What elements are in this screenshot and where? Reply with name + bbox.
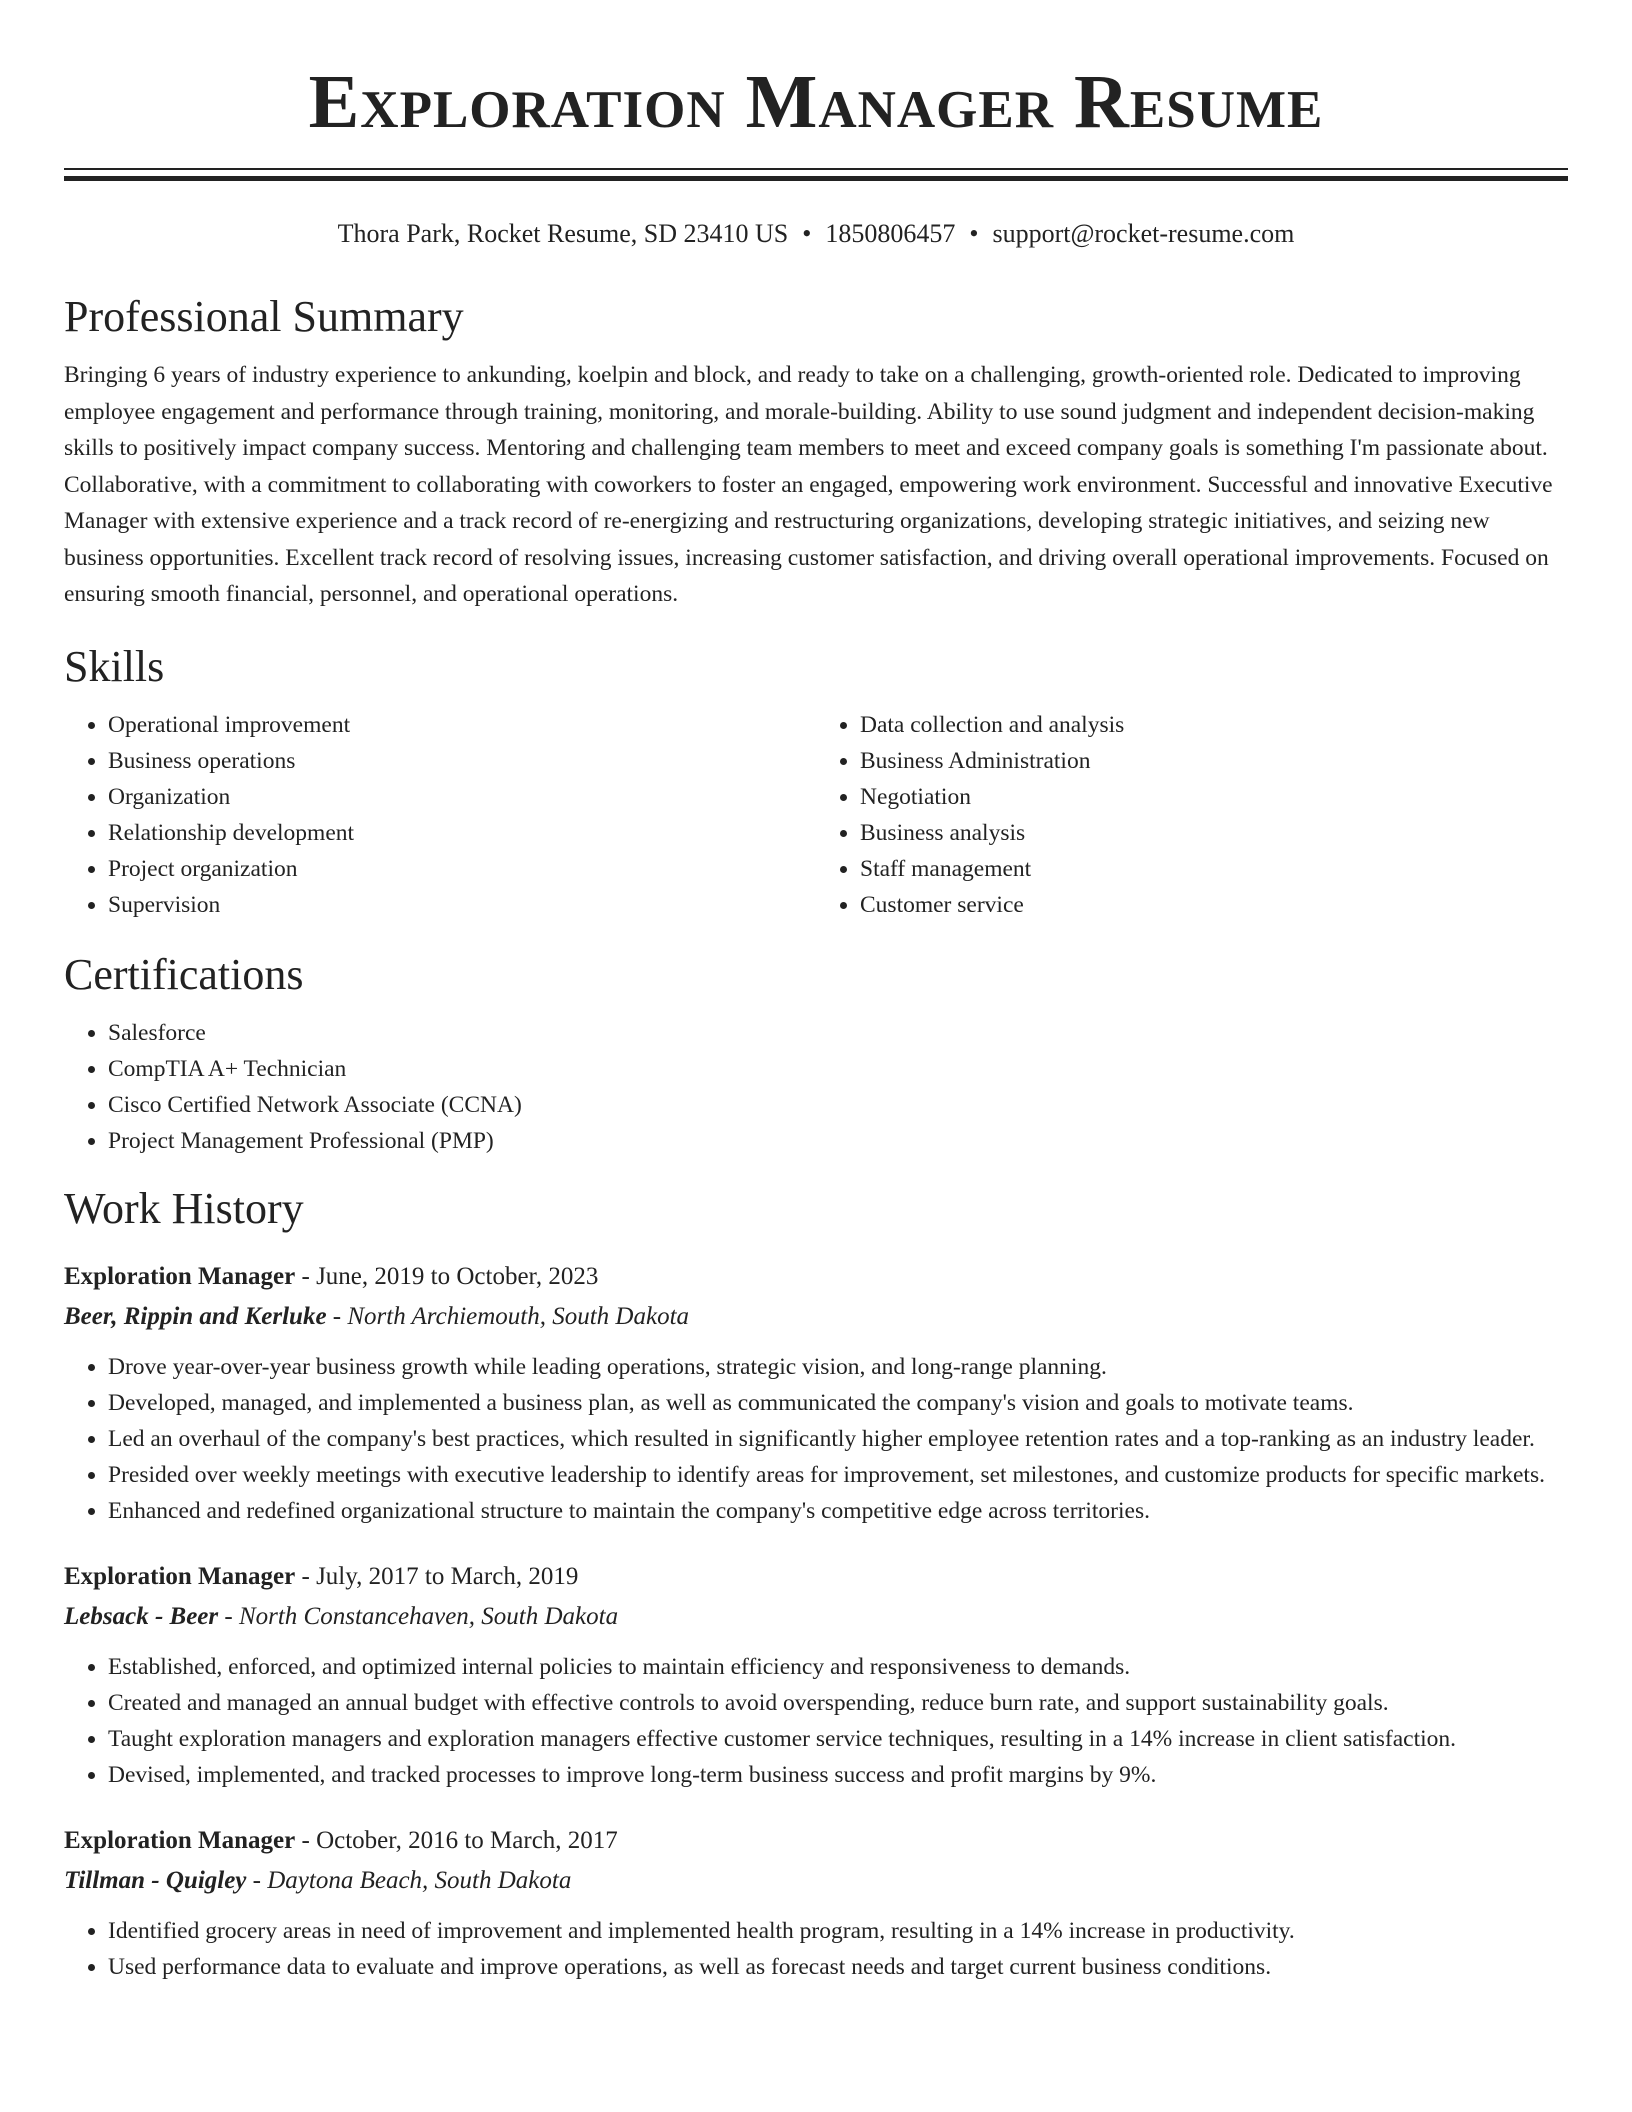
- job-entry: [64, 1821, 1568, 1985]
- certifications-list: [64, 1015, 1568, 1159]
- skill-item: • Relationship development: [108, 815, 816, 851]
- skill-item: • Staff management: [860, 851, 1568, 887]
- skills-list-right: [816, 707, 1568, 923]
- contact-line: [64, 217, 1568, 251]
- job-bullets: [64, 1349, 1568, 1529]
- job-bullet: • Established, enforced, and optimized internal policies to maintain efficiency and responsiveness to demands.: [108, 1649, 1568, 1685]
- certification-item: • Cisco Certified Network Associate (CCNA): [108, 1087, 1568, 1123]
- resume-page: [64, 0, 1568, 1985]
- job-bullets: [64, 1913, 1568, 1985]
- skill-item: • Customer service: [860, 887, 1568, 923]
- job-bullet: • Led an overhaul of the company's best practices, which resulted in significantly higher employee retention rates and a top-ranking as an industry leader.: [108, 1421, 1568, 1457]
- job-bullets: [64, 1649, 1568, 1793]
- job-title-line: [64, 1821, 1568, 1861]
- job-bullet: • Taught exploration managers and exploration managers effective customer service techniques, resulting in a 14% increase in client satisfaction.: [108, 1721, 1568, 1757]
- job-company-line: [64, 1297, 1568, 1337]
- job-bullet: • Created and managed an annual budget with effective controls to avoid overspending, reduce burn rate, and support sustainability goals.: [108, 1685, 1568, 1721]
- job-company: Beer, Rippin and Kerluke: [64, 1302, 327, 1330]
- job-location: - North Constancehaven, South Dakota: [218, 1602, 619, 1630]
- page-title: Exploration Manager Resume: [308, 60, 1324, 144]
- summary-text: Bringing 6 years of industry experience to ankunding, koelpin and block, and ready to take on a challenging, growth-oriented role. Dedicated to improving employee engagement and performance through training, monitoring, and morale-building. Ability to use sound judgment and independent decision-making skills to positively impact company success. Mentoring and challenging team members to meet and exceed company goals is something I'm passionate about. Collaborative, with a commitment to collaborating with coworkers to foster an engaged, empowering work environment. Successful and innovative Executive Manager with extensive experience and a track record of re-energizing and restructuring organizations, developing strategic initiatives, and seizing new business opportunities. Excellent track record of resolving issues, increasing customer satisfaction, and driving overall operational improvements. Focused on ensuring smooth financial, personnel, and operational operations.: [64, 362, 1553, 607]
- job-bullet: • Used performance data to evaluate and improve operations, as well as forecast needs and target current business conditions.: [108, 1949, 1568, 1985]
- contact-address: Thora Park, Rocket Resume, SD 23410 US: [337, 219, 789, 248]
- job-role: Exploration Manager: [64, 1262, 296, 1290]
- job-entry: [64, 1257, 1568, 1529]
- job-title-line: [64, 1257, 1568, 1297]
- job-bullet: • Drove year-over-year business growth while leading operations, strategic vision, and long-range planning.: [108, 1349, 1568, 1385]
- job-bullet: • Presided over weekly meetings with executive leadership to identify areas for improvement, set milestones, and customize products for specific markets.: [108, 1457, 1568, 1493]
- skill-item: • Business analysis: [860, 815, 1568, 851]
- title-divider-thick: [64, 176, 1568, 181]
- skill-item: • Project organization: [108, 851, 816, 887]
- skills-heading: Skills: [64, 641, 165, 691]
- job-dates: - June, 2019 to October, 2023: [295, 1262, 599, 1290]
- skills-columns: [64, 707, 1568, 923]
- skill-item: • Supervision: [108, 887, 816, 923]
- job-title-line: [64, 1557, 1568, 1597]
- job-role: Exploration Manager: [64, 1826, 296, 1854]
- certification-item: • Salesforce: [108, 1015, 1568, 1051]
- job-company: Tillman - Quigley: [64, 1866, 247, 1894]
- summary-heading: Professional Summary: [64, 292, 464, 341]
- skill-item: • Organization: [108, 779, 816, 815]
- title-divider-thin: [64, 168, 1568, 170]
- job-company-line: [64, 1597, 1568, 1637]
- certification-item: • Project Management Professional (PMP): [108, 1123, 1568, 1159]
- job-dates: - July, 2017 to March, 2019: [295, 1562, 579, 1590]
- job-role: Exploration Manager: [64, 1562, 296, 1590]
- job-dates: - October, 2016 to March, 2017: [295, 1826, 618, 1854]
- job-entry: [64, 1557, 1568, 1793]
- skill-item: • Operational improvement: [108, 707, 816, 743]
- skills-list-left: [64, 707, 816, 923]
- job-company: Lebsack - Beer: [64, 1602, 219, 1630]
- work-history-heading: Work History: [64, 1183, 304, 1233]
- job-location: - North Archiemouth, South Dakota: [326, 1302, 690, 1330]
- certification-item: • CompTIA A+ Technician: [108, 1051, 1568, 1087]
- job-bullet: • Developed, managed, and implemented a business plan, as well as communicated the company's vision and goals to motivate teams.: [108, 1385, 1568, 1421]
- job-bullet: • Identified grocery areas in need of improvement and implemented health program, resulting in a 14% increase in productivity.: [108, 1913, 1568, 1949]
- certifications-heading: Certifications: [64, 949, 304, 999]
- skill-item: • Data collection and analysis: [860, 707, 1568, 743]
- contact-email: support@rocket-resume.com: [992, 219, 1295, 248]
- job-bullet: • Devised, implemented, and tracked processes to improve long-term business success and profit margins by 9%.: [108, 1757, 1568, 1793]
- skill-item: • Negotiation: [860, 779, 1568, 815]
- skill-item: • Business Administration: [860, 743, 1568, 779]
- job-location: - Daytona Beach, South Dakota: [246, 1866, 572, 1894]
- contact-separator: •: [969, 219, 979, 248]
- job-bullet: • Enhanced and redefined organizational structure to maintain the company's competitive edge across territories.: [108, 1493, 1568, 1529]
- contact-separator: •: [802, 219, 812, 248]
- contact-phone: 1850806457: [825, 219, 956, 248]
- job-company-line: [64, 1861, 1568, 1901]
- skill-item: • Business operations: [108, 743, 816, 779]
